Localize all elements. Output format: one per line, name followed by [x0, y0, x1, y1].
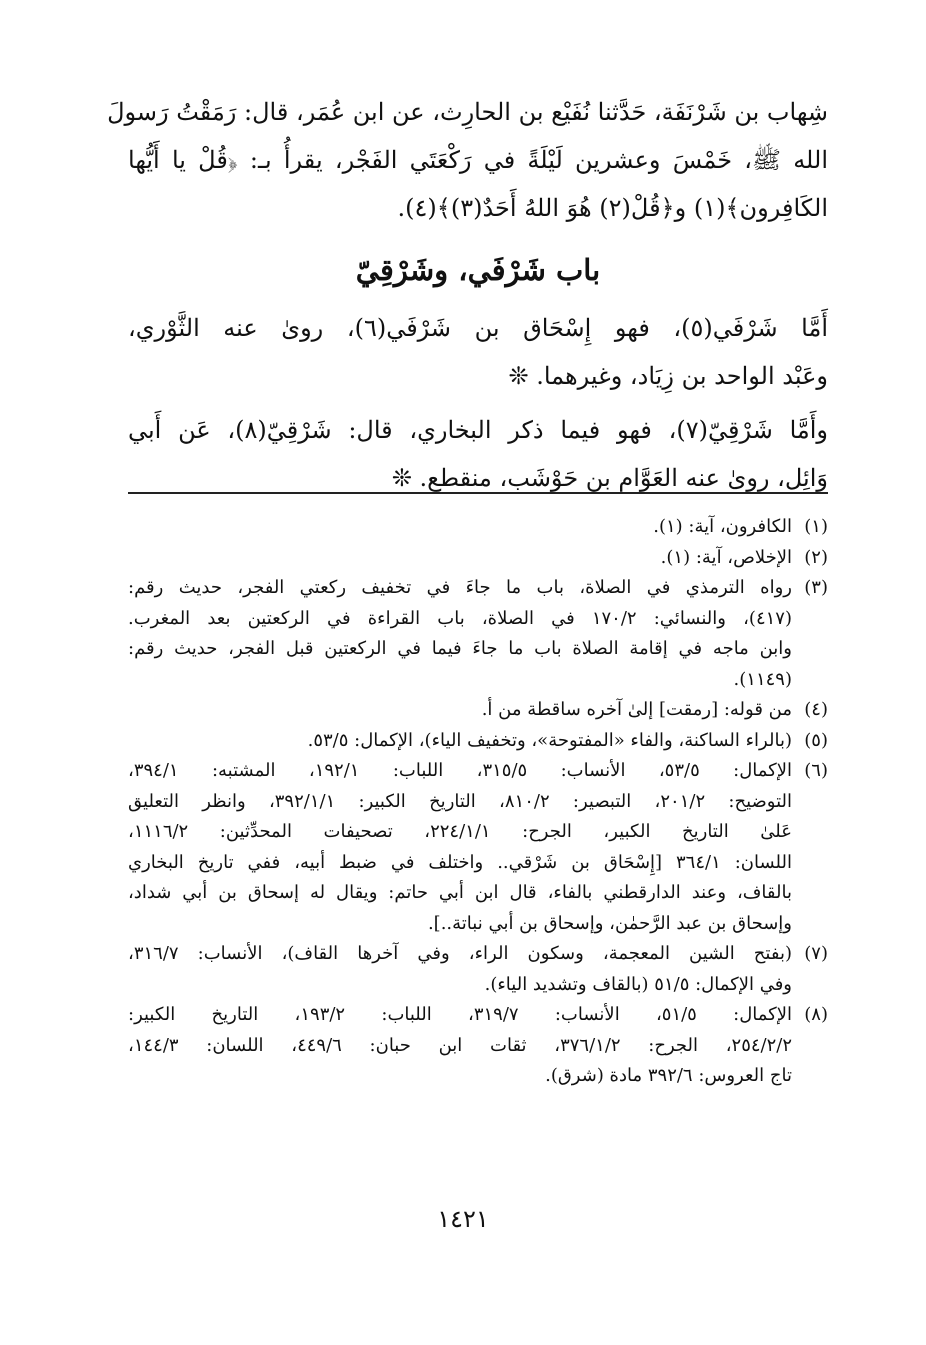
footnote-line: (١١٤٩).	[733, 668, 792, 690]
footnote-divider	[128, 492, 828, 494]
text-line: وعَبْد الواحد بن زِيَاد، وغيرهما. ❊	[508, 362, 828, 390]
footnotes	[128, 512, 828, 1092]
footnote-line: اللسان: ٣٦٤/١ [إِسْحَاق بن شَرْقي.. واختلف في ضبط أبيه، ففي تاريخ البخاري	[128, 851, 792, 873]
footnote-4	[128, 695, 828, 726]
footnote-2	[128, 543, 828, 574]
paragraph-hadith	[107, 88, 828, 232]
text-line: شِهاب بن شَرْنَفَة، حَدَّثنا نُفَيْع بن الحارِث، عن ابن عُمَر، قال: رَمَقْتُ رَسولَ	[107, 98, 828, 126]
footnote-line: الإخلاص، آية: (١).	[660, 546, 792, 568]
footnote-number: (٧)	[804, 943, 828, 964]
footnote-line: الكافرون، آية: (١).	[653, 516, 792, 537]
footnote-5	[128, 726, 828, 757]
footnote-line: وفي الإكمال: ٥١/٥ (بالقاف وتشديد الياء).	[484, 973, 792, 995]
footnote-line: ٢٥٤/٢/٢، الجرح: ٣٧٦/١/٢، ثقات ابن حبان: ٤٤٩/٦، اللسان: ١٤٤/٣،	[128, 1034, 792, 1056]
footnote-7	[128, 939, 828, 1000]
text-line: وَائِل، روىٰ عنه العَوَّام بن حَوْشَب، منقطع. ❊	[391, 464, 828, 492]
text-line: أَمَّا شَرْفَي(٥)، فهو إِسْحَاق بن شَرْفَي(٦)، روىٰ عنه الثَّوْري،	[128, 314, 829, 342]
footnote-line: بالقاف، وعند الدارقطني بالفاء، قال ابن أبي حاتم: ويقال له إسحاق بن أبي شداد،	[128, 882, 792, 903]
main-text	[107, 82, 829, 502]
footnote-line: وإسحاق بن عبد الرَّحمٰن، وإسحاق بن أبي نباتة..].	[427, 912, 792, 934]
footnote-line: عَلىٰ التاريخ الكبير، الجرح: ٢٢٤/١/١، تصحيفات المحدِّثين: ١١١٦/٢،	[128, 821, 792, 842]
paragraph-sharfi	[128, 304, 828, 400]
footnote-number: (٤)	[804, 699, 828, 720]
text-line: الله ﷺ، خَمْسَ وعشرين لَيْلَةً في رَكْعَتَي الفَجْر، يقرأُ بـ: ﴿قُلْ يا أَيُّها	[128, 146, 828, 174]
footnote-line: رواه الترمذي في الصلاة، باب ما جاءَ في تخفيف ركعتي الفجر، حديث رقم:	[128, 577, 792, 598]
footnote-number: (٢)	[804, 546, 828, 568]
footnote-line: تاج العروس: ٣٩٢/٦ مادة (شرق).	[545, 1065, 792, 1086]
footnote-line: (بالراء الساكنة، والفاء «المفتوحة»، وتخفيف الياء)، الإكمال: ٥٣/٥.	[307, 729, 792, 751]
paragraph-sharqi	[128, 406, 828, 502]
footnote-number: (١)	[804, 516, 828, 537]
text-line: الكَافِرون﴾(١) و﴿قُلْ(٢) هُوَ اللهُ أَحَدٌ(٣)﴾(٤).	[397, 194, 828, 222]
footnote-number: (٥)	[804, 729, 828, 751]
footnote-number: (٣)	[804, 577, 828, 598]
footnote-number: (٦)	[804, 760, 828, 781]
footnote-number: (٨)	[804, 1004, 828, 1025]
footnote-6	[128, 756, 828, 939]
section-heading: باب شَرْفَي، وشَرْقِيّ	[355, 253, 601, 287]
footnote-line: من قوله: [رمقت] إلىٰ آخره ساقطة من أ.	[481, 699, 792, 720]
footnote-line: الإكمال: ٥١/٥، الأنساب: ٣١٩/٧، اللباب: ١٩٣/٢، التاريخ الكبير:	[128, 1004, 792, 1025]
text-line: وأَمَّا شَرْقِيّ(٧)، فهو فيما ذكر البخاري، قال: شَرْقِيّ(٨)، عَن أَبي	[128, 416, 828, 444]
footnote-line: الإكمال: ٥٣/٥، الأنساب: ٣١٥/٥، اللباب: ١٩٢/١، المشتبه: ٣٩٤/١،	[128, 760, 793, 781]
footnote-1	[128, 512, 828, 543]
footnote-line: (بفتح الشين المعجمة، وسكون الراء، وفي آخرها القاف)، الأنساب: ٣١٦/٧،	[128, 943, 792, 964]
footnote-3	[128, 573, 828, 695]
footnote-8	[128, 1000, 828, 1092]
page-number: ١٤٢١	[437, 1205, 489, 1233]
footnote-line: (٤١٧)، والنسائي: ١٧٠/٢ في الصلاة، باب القراءة في الركعتين بعد المغرب.	[128, 607, 792, 629]
footnote-line: وابن ماجه في إقامة الصلاة باب ما جاءَ فيما في الركعتين قبل الفجر، حديث رقم:	[128, 638, 793, 659]
footnote-line: التوضيح: ٢٠١/٢، التبصير: ٨١٠/٢، التاريخ الكبير: ٣٩٢/١/١، وانظر التعليق	[128, 790, 793, 812]
